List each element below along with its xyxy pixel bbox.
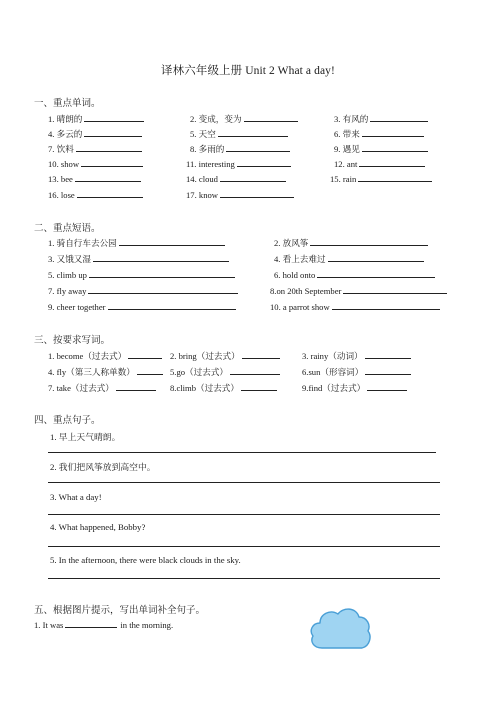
answer-line[interactable] [48,546,440,547]
phrase-row [0,268,496,282]
word-form-row [0,349,496,363]
vocab-item: 3. 有风的 [334,112,428,125]
answer-blank[interactable] [328,252,424,262]
answer-blank[interactable] [237,157,291,167]
sentence-prompt: 4. What happened, Bobby? [50,522,146,532]
phrase-row [0,252,496,266]
answer-blank[interactable] [128,349,162,359]
answer-blank[interactable] [226,142,290,152]
vocab-row [0,142,496,156]
vocab-item: 1. 晴朗的 [48,112,144,125]
vocab-item: 16. lose [48,188,143,200]
word-form-item: 7. take（过去式） [48,381,156,394]
phrase-item: 9. cheer together [48,300,236,312]
answer-blank[interactable] [93,252,229,262]
sentence-prompt: 5. In the afternoon, there were black clouds in the sky. [50,555,241,565]
phrase-item: 8.on 20th September [270,284,447,296]
answer-blank[interactable] [65,618,117,628]
vocab-row [0,157,496,171]
word-form-item: 5.go（过去式） [170,365,280,378]
phrase-item: 6. hold onto [274,268,435,280]
vocab-item: 9. 遇见 [334,142,428,155]
word-form-item: 9.find（过去式） [302,381,407,394]
phrase-item: 7. fly away [48,284,238,296]
answer-blank[interactable] [230,365,280,375]
answer-blank[interactable] [84,112,144,122]
vocab-item: 12. ant [334,157,425,169]
phrase-item: 10. a parrot show [270,300,440,312]
sentence-prompt: 2. 我们把风筝放到高空中。 [50,462,156,472]
answer-line[interactable] [48,514,440,515]
answer-blank[interactable] [81,157,143,167]
answer-blank[interactable] [89,268,235,278]
section-5-heading: 五、根据图片提示，写出单词补全句子。 [34,606,206,616]
phrase-item: 1. 骑自行车去公园 [48,236,225,249]
answer-blank[interactable] [108,300,236,310]
answer-blank[interactable] [367,381,407,391]
word-form-item: 1. become（过去式） [48,349,162,362]
phrase-item: 5. climb up [48,268,235,280]
phrase-row [0,300,496,314]
vocab-row [0,127,496,141]
answer-blank[interactable] [220,172,286,182]
phrase-row [0,284,496,298]
word-form-row [0,381,496,395]
answer-blank[interactable] [88,284,238,294]
answer-blank[interactable] [76,142,142,152]
answer-blank[interactable] [362,127,424,137]
answer-blank[interactable] [84,127,142,137]
vocab-item: 4. 多云的 [48,127,142,140]
word-form-item: 3. rainy（动词） [302,349,411,362]
vocab-row [0,112,496,126]
answer-blank[interactable] [119,236,225,246]
picture-prompt-row [0,618,496,632]
vocab-item: 10. show [48,157,143,169]
section-4-heading: 四、重点句子。 [34,416,101,426]
vocab-row [0,172,496,186]
answer-blank[interactable] [310,236,428,246]
vocab-item: 14. cloud [186,172,286,184]
answer-blank[interactable] [116,381,156,391]
cloud-icon [308,604,372,656]
vocab-item: 15. rain [330,172,432,184]
section-2-heading: 二、重点短语。 [34,224,101,234]
answer-line[interactable] [48,578,440,579]
answer-blank[interactable] [358,172,432,182]
word-form-item: 4. fly（第三人称单数） [48,365,163,378]
answer-blank[interactable] [317,268,435,278]
phrase-row [0,236,496,250]
phrase-item: 4. 看上去难过 [274,252,424,265]
answer-blank[interactable] [77,188,143,198]
answer-blank[interactable] [241,381,277,391]
phrase-item: 3. 又饿又湿 [48,252,229,265]
answer-blank[interactable] [218,127,288,137]
vocab-item: 13. bee [48,172,141,184]
sentence-prompt: 1. 早上天气晴朗。 [50,432,121,442]
answer-line[interactable] [48,452,436,453]
answer-blank[interactable] [362,142,428,152]
vocab-row [0,188,496,202]
answer-blank[interactable] [137,365,163,375]
section-3-heading: 三、按要求写词。 [34,336,111,346]
answer-blank[interactable] [359,157,425,167]
answer-blank[interactable] [242,349,280,359]
vocab-item: 17. know [186,188,294,200]
answer-blank[interactable] [332,300,440,310]
vocab-item: 8. 多雨的 [190,142,290,155]
sentence-prompt: 3. What a day! [50,492,102,502]
answer-line[interactable] [48,482,440,483]
answer-blank[interactable] [343,284,447,294]
section-1-heading: 一、重点单词。 [34,99,101,109]
vocab-item: 11. interesting [186,157,291,169]
answer-blank[interactable] [370,112,428,122]
vocab-item: 2. 变成，变为 [190,112,298,125]
word-form-item: 6.sun（形容词） [302,365,411,378]
vocab-item: 5. 天空 [190,127,288,140]
answer-blank[interactable] [75,172,141,182]
word-form-row [0,365,496,379]
picture-prompt: 1. It was in the morning. [34,620,174,630]
page-title: 译林六年级上册 Unit 2 What a day! [161,65,335,77]
word-form-item: 8.climb（过去式） [170,381,277,394]
phrase-item: 2. 放风筝 [274,236,428,249]
answer-blank[interactable] [244,112,298,122]
answer-blank[interactable] [365,365,411,375]
answer-blank[interactable] [365,349,411,359]
vocab-item: 7. 饮料 [48,142,142,155]
vocab-item: 6. 带来 [334,127,424,140]
answer-blank[interactable] [220,188,294,198]
word-form-item: 2. bring（过去式） [170,349,280,362]
